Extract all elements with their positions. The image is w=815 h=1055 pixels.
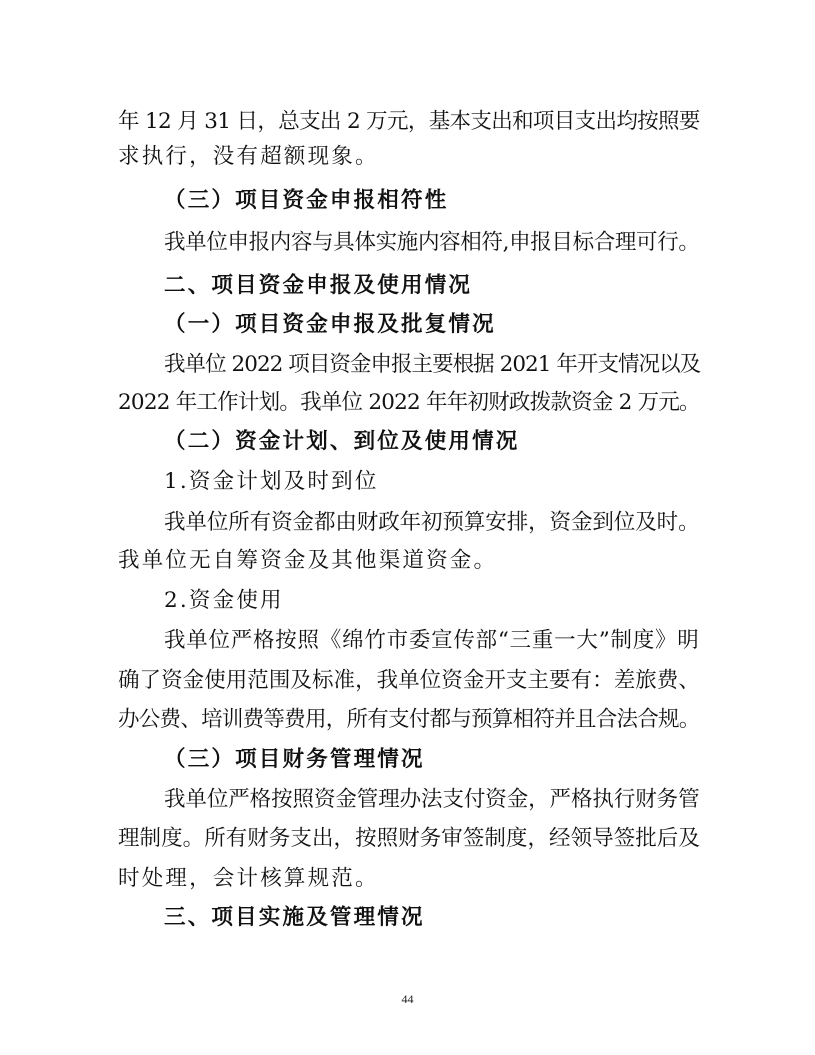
body-text-line: 确了资金使用范围及标准，我单位资金开支主要有：差旅费、	[118, 668, 700, 693]
body-text-line: 我单位所有资金都由财政年初预算安排，资金到位及时。	[164, 510, 700, 535]
subsection-heading: （三）项目资金申报相符性	[164, 188, 449, 213]
subsection-heading: （三）项目财务管理情况	[164, 747, 425, 772]
body-text-line: 理制度。所有财务支出，按照财务审签制度，经领导签批后及	[118, 826, 700, 851]
body-text-line: 我单位严格按照《绵竹市委宣传部“三重一大”制度》明	[164, 628, 700, 653]
body-text-line: 时处理，会计核算规范。	[118, 866, 379, 891]
subsection-heading: （一）项目资金申报及批复情况	[164, 312, 496, 337]
body-text-line: 我单位严格按照资金管理办法支付资金，严格执行财务管	[164, 787, 700, 812]
body-text-line: 年 12 月 31 日，总支出 2 万元，基本支出和项目支出均按照要	[118, 109, 700, 134]
body-text-line: 求执行，没有超额现象。	[118, 144, 379, 169]
body-text-line: 我单位申报内容与具体实施内容相符,申报目标合理可行。	[164, 230, 700, 255]
body-text-line: 1.资金计划及时到位	[164, 469, 379, 494]
page-number: 44	[401, 992, 414, 1006]
section-heading: 二、项目资金申报及使用情况	[164, 273, 473, 298]
subsection-heading: （二）资金计划、到位及使用情况	[164, 429, 520, 454]
body-text-line: 2022 年工作计划。我单位 2022 年年初财政拨款资金 2 万元。	[118, 390, 700, 415]
body-text-line: 办公费、培训费等费用，所有支付都与预算相符并且合法合规。	[118, 707, 700, 732]
body-text-line: 我单位无自筹资金及其他渠道资金。	[118, 548, 498, 573]
body-text-line: 我单位 2022 项目资金申报主要根据 2021 年开支情况以及	[164, 352, 701, 377]
section-heading: 三、项目实施及管理情况	[164, 905, 425, 930]
body-text-line: 2.资金使用	[164, 588, 284, 613]
